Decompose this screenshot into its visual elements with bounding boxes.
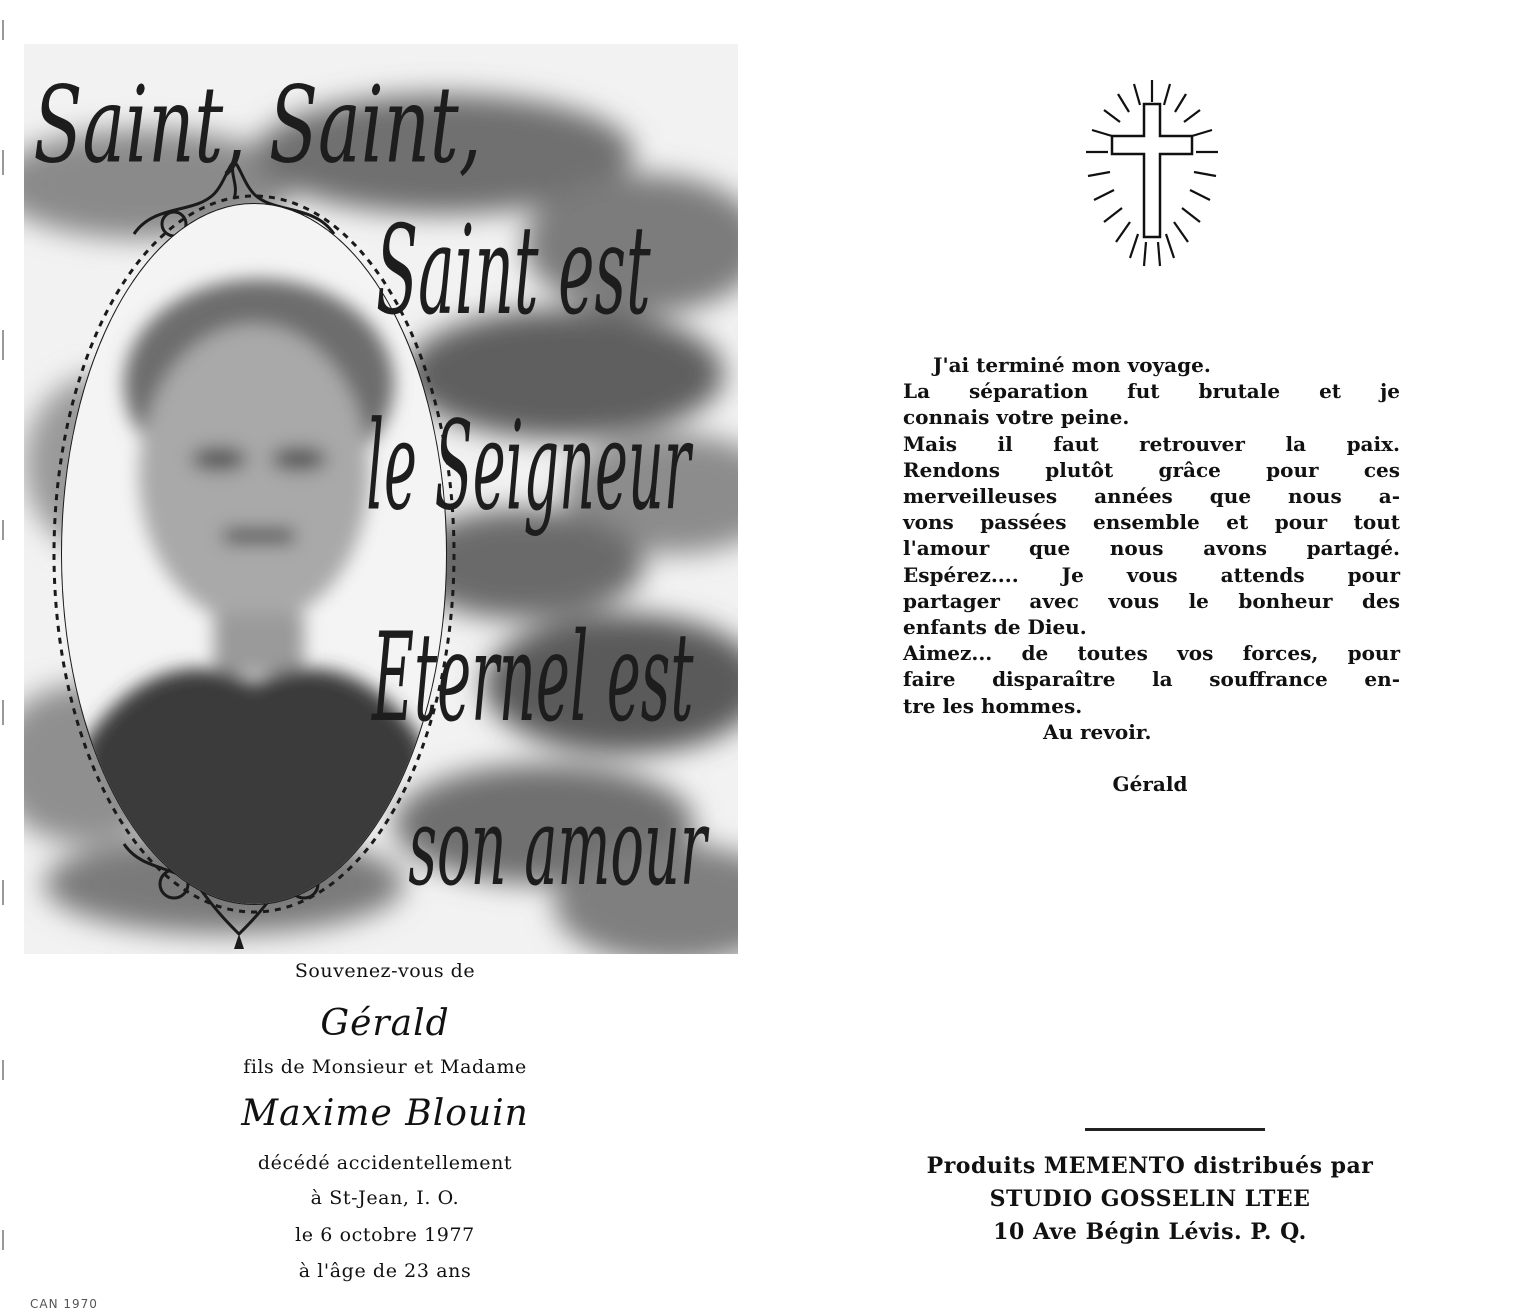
artwork-line-4: Eternel est [372,605,694,750]
parents-name: Maxime Blouin [241,1093,529,1134]
credits-line-2: STUDIO GOSSELIN LTEE [989,1186,1311,1212]
death-date: le 6 octobre 1977 [295,1224,475,1246]
poem-line: partager avec vous le bonheur des [903,588,1400,613]
cross-radiant-icon [1082,72,1222,272]
artwork-line-5: son amour [408,784,707,911]
remember-heading: Souvenez-vous de [294,960,476,982]
poem-line: faire disparaître la souffrance en- [903,667,1400,692]
deceased-first-name: Gérald [320,1003,450,1044]
poem-line: Mais il faut retrouver la paix. [903,431,1400,456]
poem-line: Rendons plutôt grâce pour ces [903,457,1400,482]
memorial-card-front [0,0,760,1313]
death-cause: décédé accidentellement [257,1152,513,1174]
poem-line: J'ai terminé mon voyage. [933,353,1211,377]
credits-line-1: Produits MEMENTO distribués par [926,1153,1374,1179]
poem-line: vons passées ensemble et pour tout [903,510,1400,535]
poem-signature: Gérald [1112,772,1188,796]
artwork-line-2: Saint est [376,198,651,342]
death-place: à St-Jean, I. O. [310,1187,460,1209]
poem-line: La séparation fut brutale et je [903,379,1400,404]
poem-line: Aimez... de toutes vos forces, pour [903,641,1400,666]
parents-intro: fils de Monsieur et Madame [243,1056,527,1078]
scan-edge-marks [0,0,8,1313]
credits-line-3: 10 Ave Bégin Lévis. P. Q. [993,1219,1307,1245]
card-artwork [24,44,738,954]
farewell-poem [903,352,1400,745]
poem-line: merveilleuses années que nous a- [903,484,1400,509]
artwork-illustration [24,44,738,954]
publisher-credits [880,1150,1420,1249]
poem-line: Espérez.... Je vous attends pour [903,562,1400,587]
artwork-line-1: Saint, Saint, [33,64,482,188]
poem-closing: Au revoir. [1043,719,1152,744]
divider [1085,1128,1265,1131]
poem-line: tre les hommes. [903,693,1083,718]
death-age: à l'âge de 23 ans [298,1260,472,1282]
poem-line: enfants de Dieu. [903,615,1087,640]
artwork-line-3: le Seigneur [366,395,691,539]
poem-line: connais votre peine. [903,405,1130,430]
poem-line: l'amour que nous avons partagé. [903,536,1400,561]
print-code: CAN 1970 [30,1297,98,1311]
